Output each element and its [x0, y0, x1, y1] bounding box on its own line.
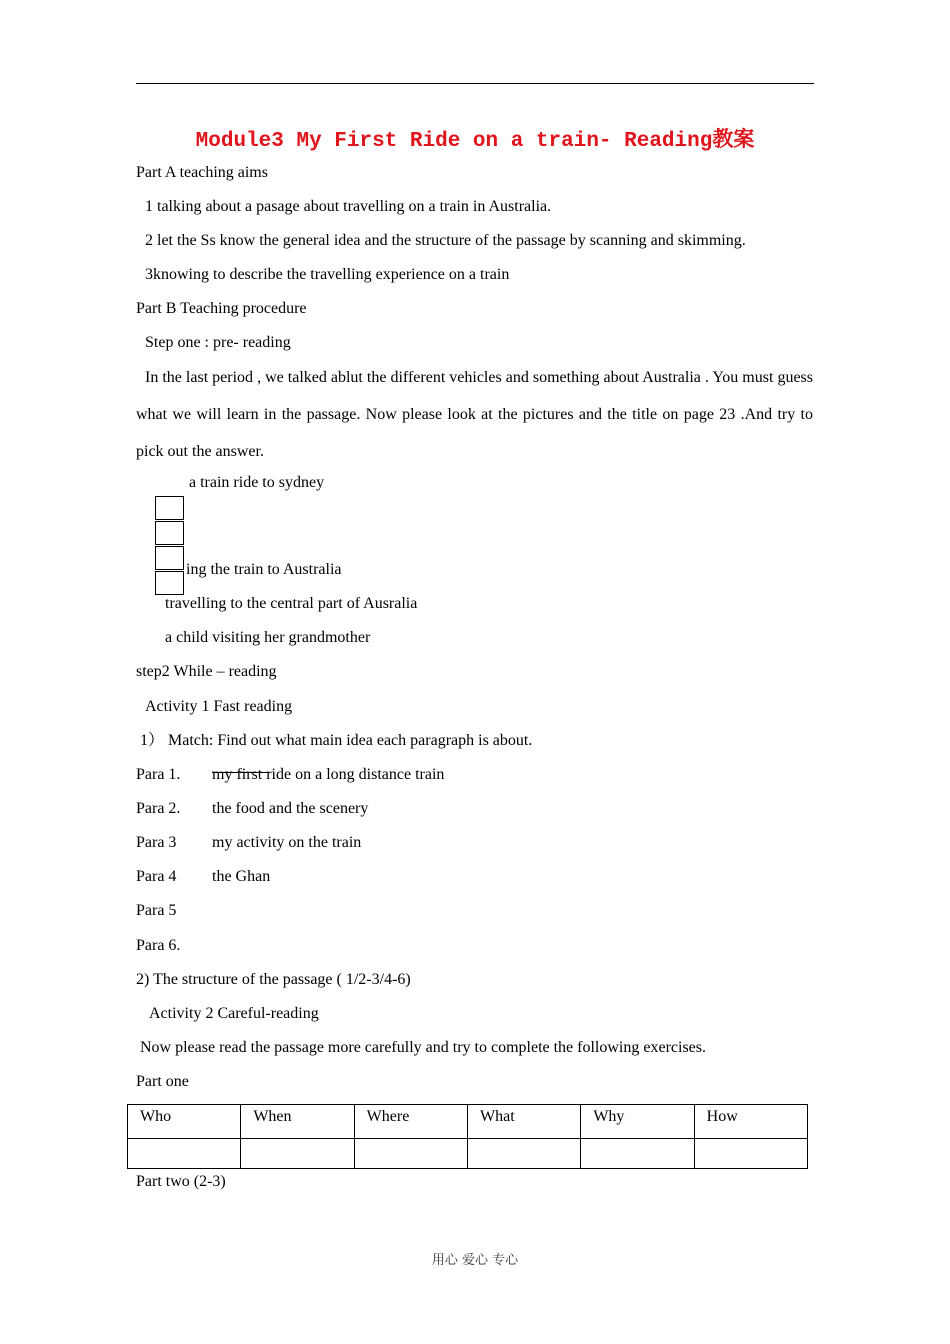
step2-heading: step2 While – reading — [136, 663, 277, 680]
main-idea: the Ghan — [212, 868, 271, 885]
table-header-cell: Why — [581, 1105, 694, 1139]
table-row — [128, 1139, 808, 1169]
main-idea: my activity on the train — [212, 834, 362, 851]
match-instruction: 1） Match: Find out what main idea each paragraph is about. — [140, 732, 533, 749]
answer-cell[interactable] — [467, 1139, 580, 1169]
answer-cell[interactable] — [241, 1139, 354, 1169]
para-label: Para 1. — [136, 766, 181, 783]
part-two-heading: Part two (2-3) — [136, 1173, 226, 1190]
table-header-cell: Where — [354, 1105, 467, 1139]
careful-reading-instruction: Now please read the passage more carefully and try to complete the following exercises. — [140, 1039, 707, 1056]
page-footer: 用心 爱心 专心 — [431, 1253, 519, 1268]
part-one-table — [127, 1104, 808, 1169]
para-label: Para 6. — [136, 937, 181, 954]
drawn-line — [212, 772, 270, 773]
aim-item: 3knowing to describe the travelling experience on a train — [145, 266, 510, 283]
option-text: a child visiting her grandmother — [165, 629, 371, 646]
option-text: travelling to the central part of Ausralia — [165, 595, 418, 612]
main-idea: my first ride on a long distance train — [212, 766, 445, 783]
para-label: Para 3 — [136, 834, 177, 851]
answer-cell[interactable] — [128, 1139, 241, 1169]
part-one-heading: Part one — [136, 1073, 189, 1090]
page-title: Module3 My First Ride on a train- Reading教案 — [195, 130, 755, 153]
table-header-row — [128, 1105, 808, 1139]
answer-checkbox[interactable] — [155, 521, 184, 545]
answer-cell[interactable] — [354, 1139, 467, 1169]
part-a-heading: Part A teaching aims — [136, 164, 268, 181]
aim-item: 2 let the Ss know the general idea and the structure of the passage by scanning and skimming. — [145, 232, 746, 249]
para-label: Para 5 — [136, 902, 177, 919]
table-header-cell: Who — [128, 1105, 241, 1139]
para-label: Para 4 — [136, 868, 177, 885]
answer-checkbox[interactable] — [155, 496, 184, 520]
option-text: ing the train to Australia — [186, 561, 342, 578]
step-one-heading: Step one : pre- reading — [145, 334, 291, 351]
table-header-cell: What — [467, 1105, 580, 1139]
answer-cell[interactable] — [581, 1139, 694, 1169]
table-header-cell: How — [694, 1105, 807, 1139]
pre-reading-instructions: In the last period , we talked ablut the different vehicles and something about Australia . You must guess what we will learn in the passage. Now please look at the pictures and the title on page 23 .And try to pick out the answer. — [136, 369, 813, 460]
para-label: Para 2. — [136, 800, 181, 817]
structure-line: 2) The structure of the passage ( 1/2-3/4-6) — [136, 971, 411, 988]
activity-2-heading: Activity 2 Careful-reading — [149, 1005, 319, 1022]
table-header-cell: When — [241, 1105, 354, 1139]
activity-1-heading: Activity 1 Fast reading — [145, 698, 293, 715]
answer-checkbox[interactable] — [155, 571, 184, 595]
aim-item: 1 talking about a pasage about travelling on a train in Australia. — [145, 198, 552, 215]
main-idea: the food and the scenery — [212, 800, 369, 817]
header-rule — [136, 83, 814, 84]
option-text: a train ride to sydney — [189, 474, 325, 491]
part-b-heading: Part B Teaching procedure — [136, 300, 307, 317]
answer-checkbox[interactable] — [155, 546, 184, 570]
answer-cell[interactable] — [694, 1139, 807, 1169]
